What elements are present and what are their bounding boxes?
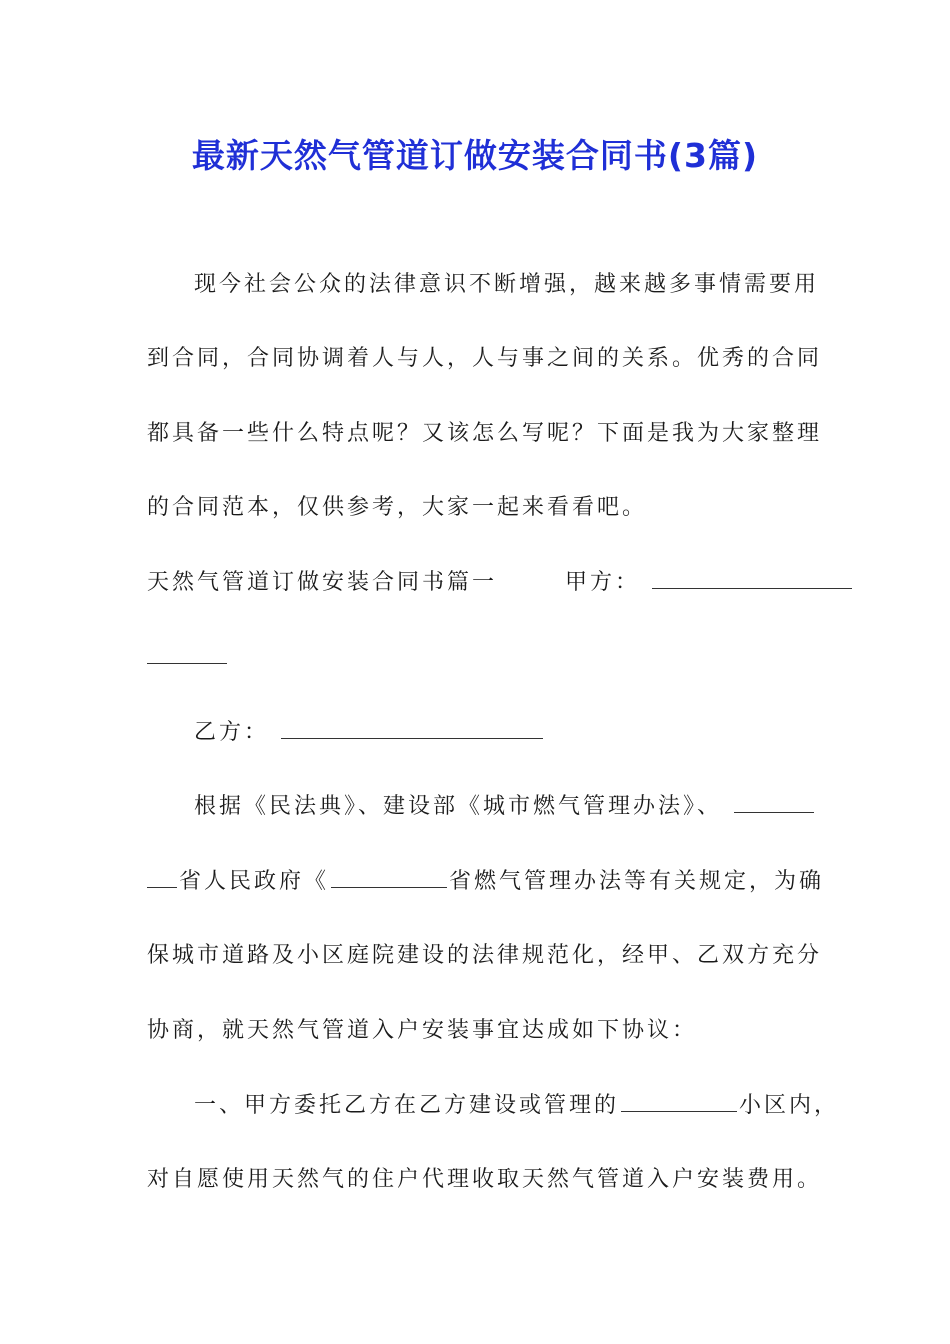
clause-1-line-1 <box>194 1091 854 1121</box>
party-a-label: 甲方： <box>565 570 641 595</box>
basis-line-2 <box>147 867 825 897</box>
province-blank-1[interactable] <box>734 792 814 813</box>
basis-text-2b: 省燃气管理办法等有关规定，为确 <box>449 869 825 894</box>
intro-line-1: 现今社会公众的法律意识不断增强，越来越多事情需要用 <box>194 272 820 297</box>
province-blank-1-continued[interactable] <box>147 867 177 888</box>
party-a-blank[interactable] <box>652 568 852 589</box>
intro-line-2: 到合同，合同协调着人与人，人与事之间的关系。优秀的合同 <box>147 346 823 371</box>
party-b-row <box>194 718 854 748</box>
basis-text-2a: 省人民政府《 <box>179 869 330 894</box>
basis-line-1 <box>194 792 854 822</box>
basis-line-4: 协商，就天然气管道入户安装事宜达成如下协议： <box>147 1018 698 1043</box>
basis-line-3: 保城市道路及小区庭院建设的法律规范化，经甲、乙双方充分 <box>147 943 823 968</box>
party-a-blank-continued[interactable] <box>147 643 227 664</box>
intro-line-4: 的合同范本，仅供参考，大家一起来看看吧。 <box>147 495 648 520</box>
section-heading: 天然气管道订做安装合同书篇一 <box>147 570 498 595</box>
party-b-blank[interactable] <box>281 718 543 739</box>
clause-1-line-2: 对自愿使用天然气的住户代理收取天然气管道入户安装费用。 <box>147 1167 823 1192</box>
clause-1-text-a: 一、甲方委托乙方在乙方建设或管理的 <box>194 1093 620 1118</box>
document-title: 最新天然气管道订做安装合同书(3篇) <box>191 136 759 175</box>
party-a-blank-continuation-row <box>147 643 807 673</box>
clause-1-text-b: 小区内， <box>739 1093 840 1118</box>
community-blank[interactable] <box>621 1091 737 1112</box>
province-blank-2[interactable] <box>331 867 447 888</box>
basis-text-1: 根据《民法典》、建设部《城市燃气管理办法》、 <box>194 794 723 819</box>
intro-line-3: 都具备一些什么特点呢？又该怎么写呢？下面是我为大家整理 <box>147 421 823 446</box>
section-heading-row <box>147 568 807 598</box>
party-b-label: 乙方： <box>194 720 270 745</box>
